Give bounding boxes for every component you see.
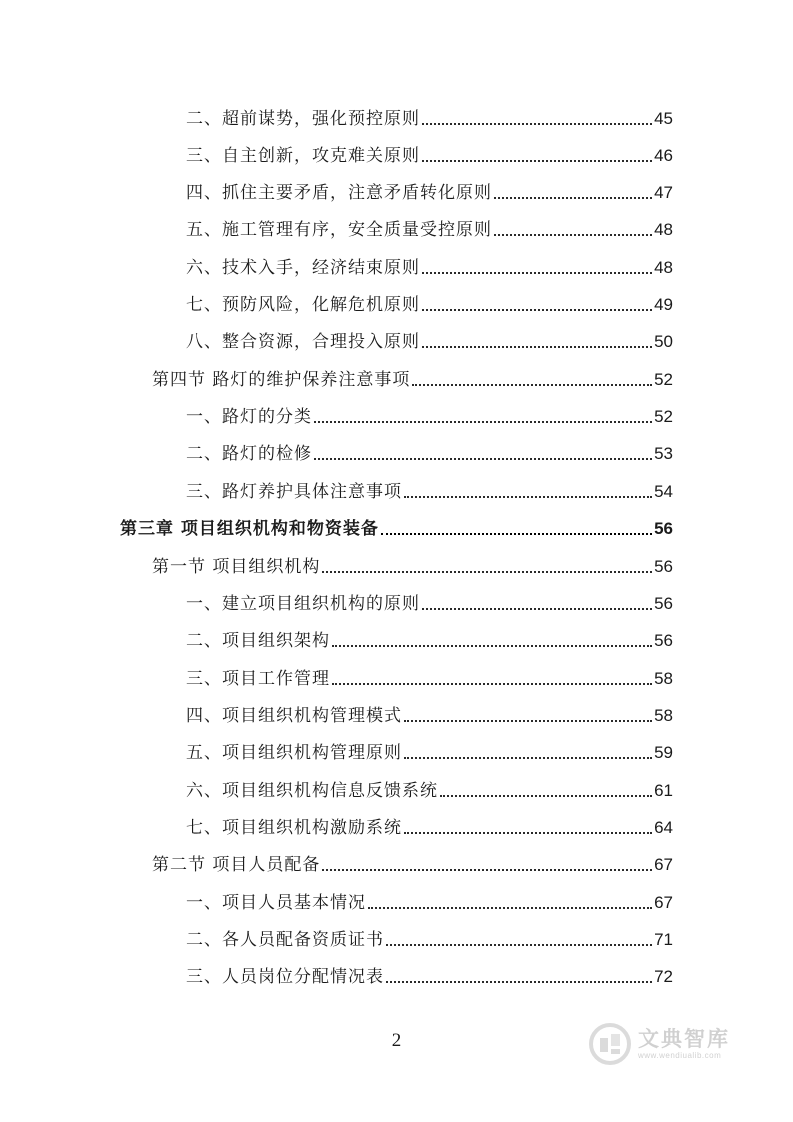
toc-leader-dots	[368, 907, 652, 909]
toc-entry[interactable]	[186, 704, 673, 728]
toc-entry[interactable]	[186, 965, 673, 989]
toc-leader-dots	[412, 384, 652, 386]
toc-entry-label: 五、项目组织机构管理原则	[186, 743, 402, 763]
watermark-title: 文典智库	[638, 1027, 730, 1051]
toc-leader-dots	[422, 272, 652, 274]
watermark-logo-icon	[588, 1022, 632, 1066]
toc-entry[interactable]	[186, 218, 673, 242]
toc-entry[interactable]	[186, 293, 673, 317]
toc-entry-page: 71	[654, 930, 673, 949]
toc-entry-page: 56	[654, 594, 673, 613]
toc-entry[interactable]	[186, 592, 673, 616]
toc-leader-dots	[404, 496, 652, 498]
toc-leader-dots	[386, 981, 652, 983]
toc-entry-label: 二、超前谋势，强化预控原则	[186, 109, 420, 129]
toc-leader-dots	[494, 234, 652, 236]
toc-entry[interactable]	[186, 928, 673, 952]
toc-entry[interactable]	[186, 405, 673, 429]
toc-entry-label: 三、路灯养护具体注意事项	[186, 482, 402, 502]
toc-entry-page: 49	[654, 295, 673, 314]
toc-entry-label: 第一节 项目组织机构	[152, 557, 321, 577]
toc-section-entry[interactable]	[152, 555, 673, 579]
toc-leader-dots	[404, 757, 652, 759]
toc-entry-label: 一、建立项目组织机构的原则	[186, 594, 420, 614]
toc-entry-label: 四、项目组织机构管理模式	[186, 706, 402, 726]
toc-leader-dots	[381, 533, 652, 535]
toc-chapter-entry[interactable]	[120, 517, 673, 541]
toc-entry-label: 一、项目人员基本情况	[186, 893, 366, 913]
toc-entry[interactable]	[186, 256, 673, 280]
toc-entry-page: 45	[654, 109, 673, 128]
toc-leader-dots	[314, 458, 652, 460]
toc-entry-page: 72	[654, 967, 673, 986]
toc-entry[interactable]	[186, 779, 673, 803]
toc-leader-dots	[422, 608, 652, 610]
toc-entry-page: 53	[654, 444, 673, 463]
toc-section-entry[interactable]	[152, 853, 673, 877]
toc-entry-page: 54	[654, 482, 673, 501]
toc-entry-label: 三、人员岗位分配情况表	[186, 967, 384, 987]
toc-entry-label: 三、自主创新，攻克难关原则	[186, 146, 420, 166]
toc-leader-dots	[422, 123, 652, 125]
toc-entry-label: 七、项目组织机构激励系统	[186, 818, 402, 838]
toc-entry-page: 56	[654, 631, 673, 650]
toc-leader-dots	[422, 346, 652, 348]
toc-entry[interactable]	[186, 480, 673, 504]
toc-leader-dots	[322, 571, 652, 573]
toc-entry-page: 58	[654, 669, 673, 688]
toc-entry-page: 46	[654, 146, 673, 165]
toc-entry-label: 一、路灯的分类	[186, 407, 312, 427]
toc-leader-dots	[386, 944, 652, 946]
toc-entry-label: 五、施工管理有序，安全质量受控原则	[186, 220, 492, 240]
toc-entry-label: 六、项目组织机构信息反馈系统	[186, 781, 438, 801]
toc-entry[interactable]	[186, 442, 673, 466]
toc-entry-label: 七、预防风险，化解危机原则	[186, 295, 420, 315]
toc-entry[interactable]	[186, 144, 673, 168]
toc-entry-page: 59	[654, 743, 673, 762]
toc-leader-dots	[440, 795, 652, 797]
toc-entry-label: 六、技术入手，经济结束原则	[186, 258, 420, 278]
toc-entry-page: 47	[654, 183, 673, 202]
toc-entry-label: 三、项目工作管理	[186, 669, 330, 689]
toc-entry-page: 48	[654, 220, 673, 239]
toc-entry[interactable]	[186, 816, 673, 840]
toc-entry-label: 第三章 项目组织机构和物资装备	[120, 519, 379, 539]
toc-entry[interactable]	[186, 741, 673, 765]
toc-entry[interactable]	[186, 891, 673, 915]
toc-entry-page: 67	[654, 893, 673, 912]
page-number: 2	[391, 1030, 402, 1051]
toc-entry-label: 二、路灯的检修	[186, 444, 312, 464]
watermark	[588, 1020, 758, 1068]
toc-leader-dots	[422, 309, 652, 311]
watermark-url: www.wendiualib.com	[638, 1051, 722, 1060]
toc-entry[interactable]	[186, 181, 673, 205]
toc-entry[interactable]	[186, 107, 673, 131]
toc-entry-label: 第四节 路灯的维护保养注意事项	[152, 370, 411, 390]
toc-leader-dots	[404, 720, 652, 722]
toc-entry-page: 56	[654, 519, 673, 538]
toc-leader-dots	[422, 160, 652, 162]
toc-leader-dots	[314, 421, 652, 423]
toc-leader-dots	[332, 683, 652, 685]
toc-entry-page: 52	[654, 407, 673, 426]
toc-leader-dots	[494, 197, 652, 199]
toc-entry-page: 56	[654, 557, 673, 576]
toc-leader-dots	[332, 645, 652, 647]
toc-entry-label: 二、项目组织架构	[186, 631, 330, 651]
toc-entry-page: 48	[654, 258, 673, 277]
toc-entry[interactable]	[186, 330, 673, 354]
toc-entry-label: 二、各人员配备资质证书	[186, 930, 384, 950]
toc-leader-dots	[322, 869, 652, 871]
toc-entry-page: 67	[654, 855, 673, 874]
toc-entry-page: 61	[654, 781, 673, 800]
toc-entry-page: 58	[654, 706, 673, 725]
toc-entry-label: 四、抓住主要矛盾，注意矛盾转化原则	[186, 183, 492, 203]
toc-entry-page: 64	[654, 818, 673, 837]
toc-section-entry[interactable]	[152, 368, 673, 392]
toc-entry-page: 50	[654, 332, 673, 351]
toc-leader-dots	[404, 832, 652, 834]
toc-entry-label: 第二节 项目人员配备	[152, 855, 321, 875]
watermark-text	[638, 1027, 730, 1061]
toc-entry[interactable]	[186, 667, 673, 691]
toc-entry[interactable]	[186, 629, 673, 653]
toc-entry-page: 52	[654, 370, 673, 389]
toc-entry-label: 八、整合资源，合理投入原则	[186, 332, 420, 352]
